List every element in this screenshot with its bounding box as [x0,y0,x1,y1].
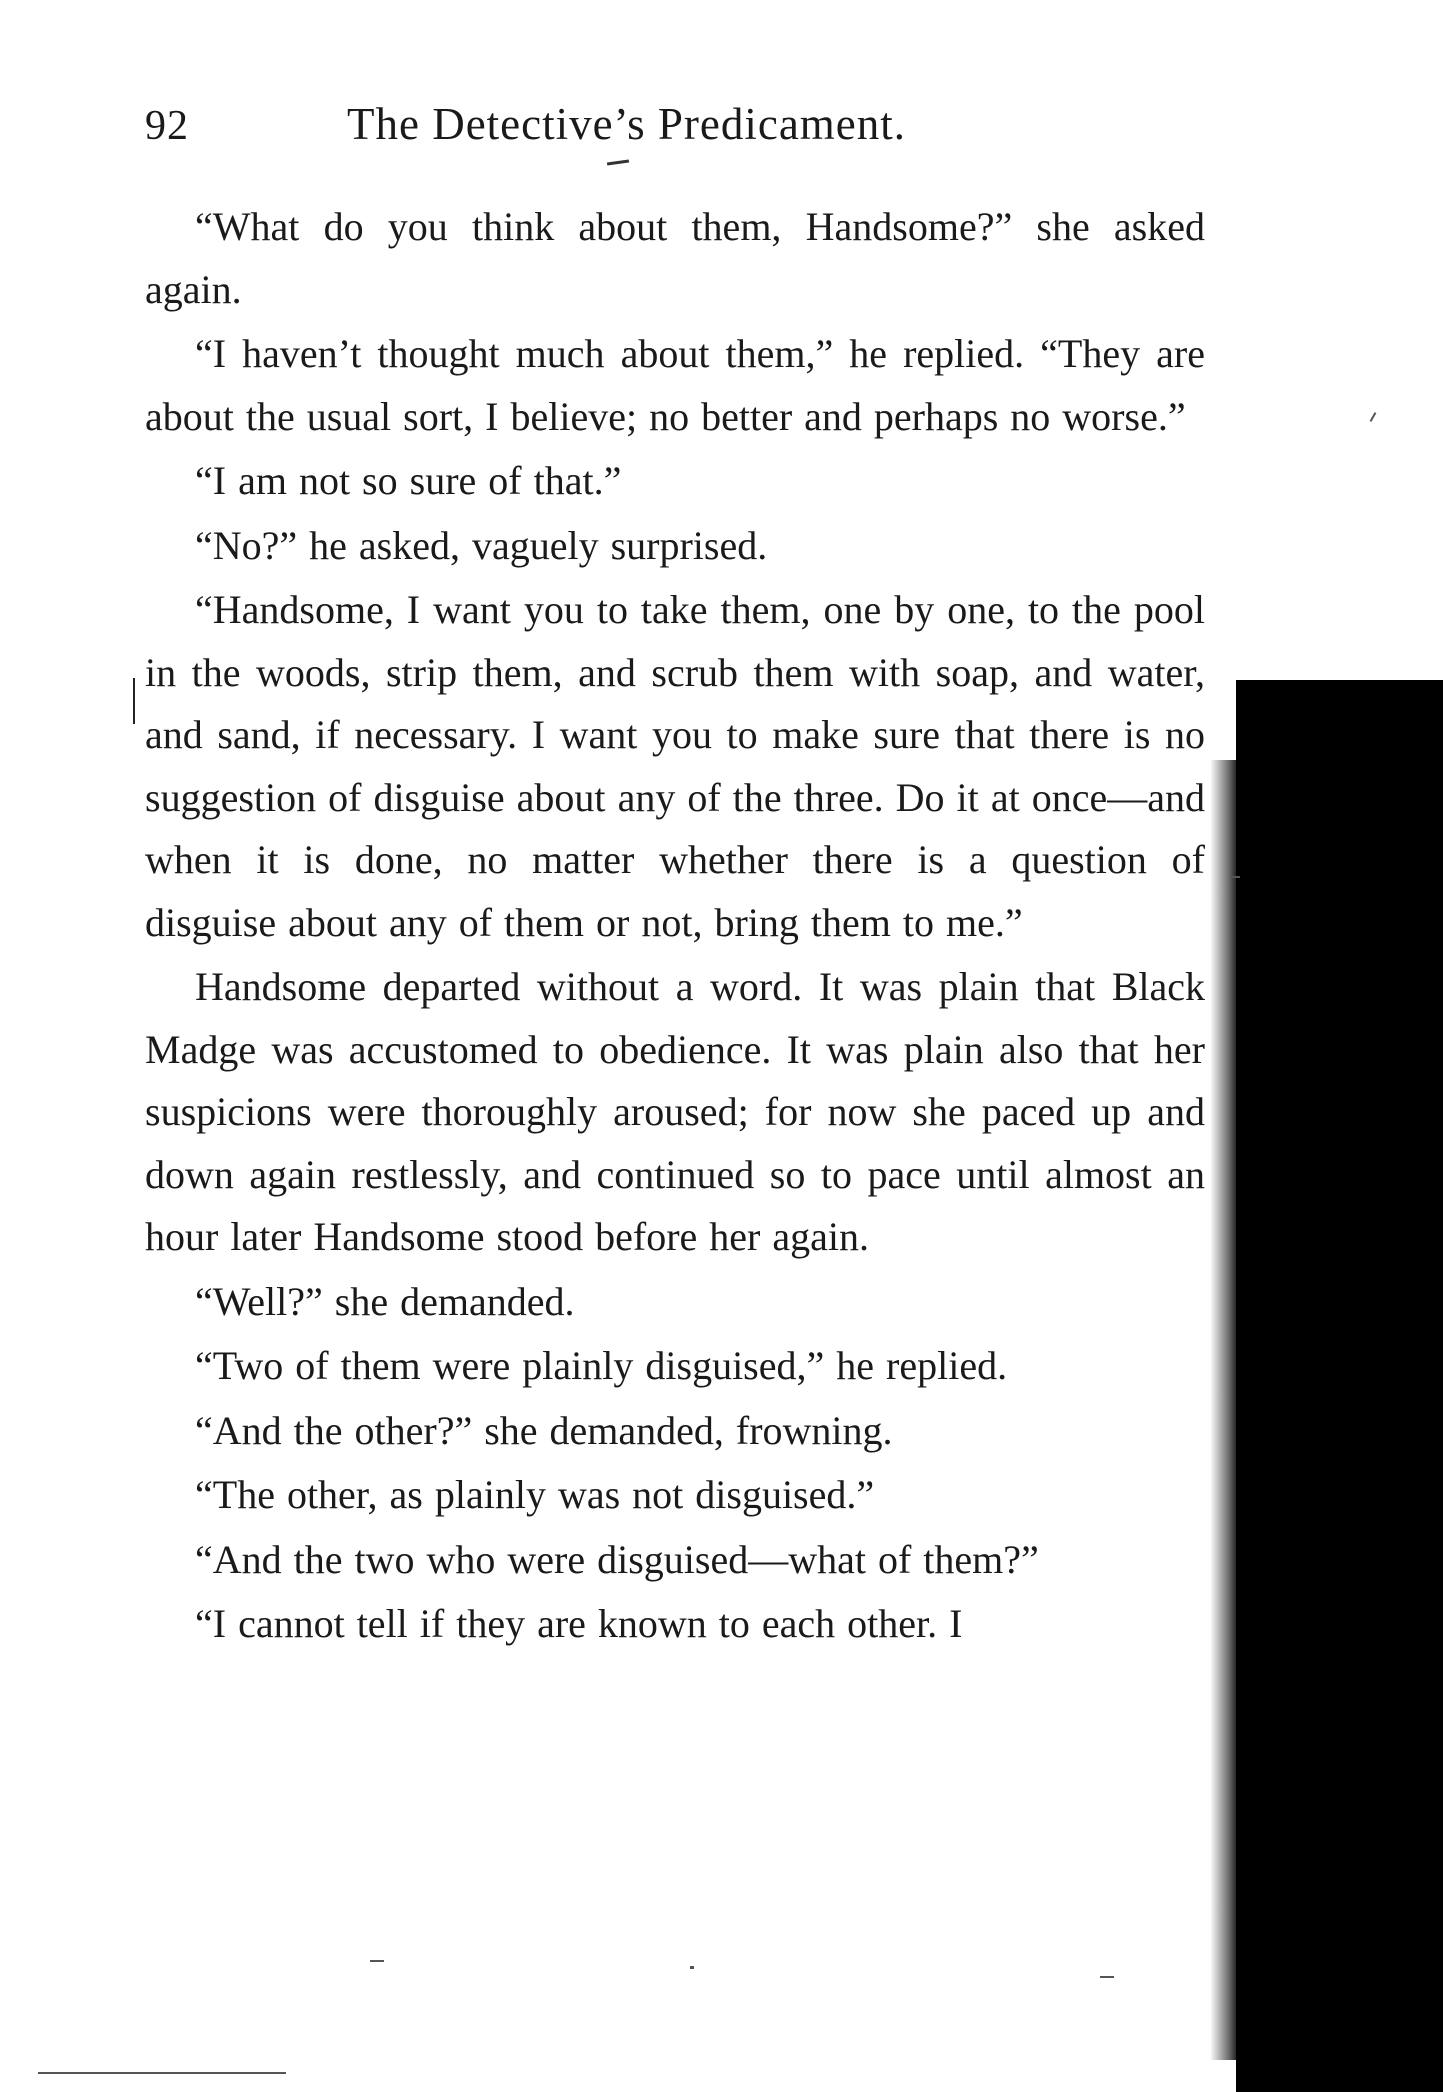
paragraph-11: “And the two who were disguised—what of them?” [195,1536,1039,1582]
paragraph-4: “No?” he asked, vaguely surprised. [195,522,768,568]
body-text [145,196,1205,1658]
scan-speck [1100,1976,1114,1978]
paragraph-7: “Well?” she demanded. [195,1278,575,1324]
paragraph-1: “What do you think about them, Handsome?” she asked again. [145,204,1205,312]
scan-speck [1370,412,1377,422]
paragraph-6: Handsome departed without a word. It was plain that Black Madge was accustomed to obedience. It was plain also that her suspicions were thoroughly aroused; for now she paced up and down again restlessly, and continued so to pace until almost an hour later Handsome stood before her again. [145,964,1205,1259]
paragraph-8: “Two of them were plainly disguised,” he replied. [195,1343,1008,1388]
running-title: The Detective’s Predicament. [347,99,907,149]
paragraph-12: “I cannot tell if they are known to each other. I [195,1601,963,1646]
paragraph-5: “Handsome, I want you to take them, one by one, to the pool in the woods, strip them, and scrub them with soap, and water, and sand, if necessary. I want you to make sure that there is no suggestion of disguise about any of the three. Do it at once—and when it is done, no matter whether there is a question of disguise about any of them or not, bring them to me.” [145,587,1205,945]
paragraph-3: “I am not so sure of that.” [195,458,622,503]
footer-rule [38,2072,286,2074]
page-number: 92 [145,103,189,149]
margin-mark [133,678,135,724]
ink-mark [607,159,629,165]
running-head [145,98,1205,158]
scan-speck [1230,876,1240,878]
scan-speck [690,1966,694,1969]
paragraph-2: “I haven’t thought much about them,” he replied. “They are about the usual sort, I believe; no better and perhaps no worse.” [145,331,1205,439]
paragraph-9: “And the other?” she demanded, frowning. [195,1407,893,1453]
scan-shadow [1236,680,1443,2092]
scan-speck [370,1960,384,1962]
paragraph-10: “The other, as plainly was not disguised.” [195,1472,875,1517]
